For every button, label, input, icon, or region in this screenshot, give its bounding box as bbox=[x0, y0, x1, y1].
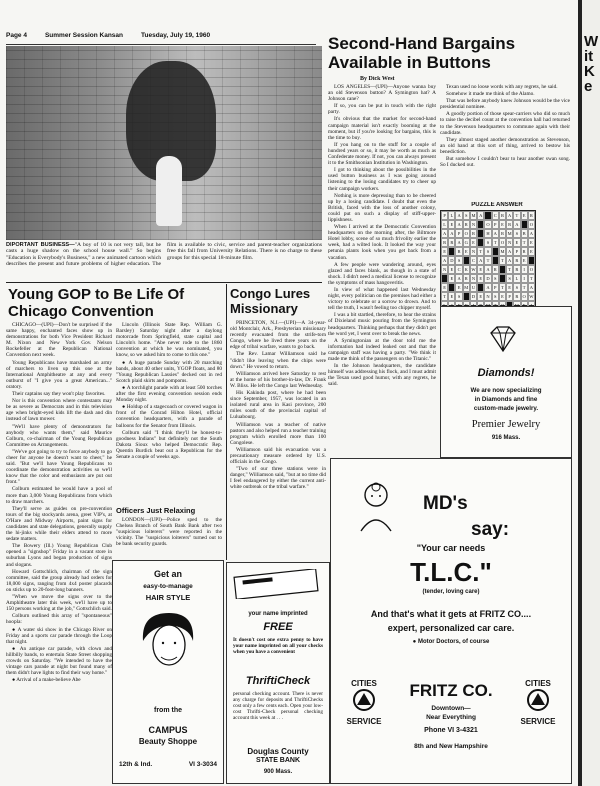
paragraph: It's obvious that the market for second-hand campaign material isn't exactly booming at the moment, but if you're looking for bargains, this is the time to buy. bbox=[328, 116, 436, 141]
paragraph: Colburn said "I think they'll be honest-to-goodness Indians" but definitely not the South Dakota Sioux who helped Democratic Rep. Quentin Burdick beat out a Republican for the Senate a couple of weeks ago. bbox=[116, 429, 222, 460]
puzzle-cell: T bbox=[484, 256, 491, 265]
puzzle-cell: A bbox=[486, 267, 490, 272]
puzzle-cell bbox=[499, 265, 506, 274]
puzzle-cell: A bbox=[493, 231, 497, 236]
puzzle-cell: A bbox=[508, 258, 512, 263]
paragraph: LOS ANGELES—(UPI)—Anyone wanna buy an old Stevenson button? A Symington hat? A Johnson cane? bbox=[328, 84, 436, 103]
puzzle-cell: R bbox=[455, 247, 462, 256]
officers-headline: Officers Just Relaxing bbox=[116, 506, 196, 515]
puzzle-cell: E bbox=[477, 292, 484, 301]
puzzle-cell: A bbox=[479, 213, 483, 218]
paragraph: The Rev. Lamar Williamson said he "didn't like leaving when the chips were down." He vowed to return. bbox=[230, 351, 326, 370]
puzzle-cell: A bbox=[457, 240, 461, 245]
gop-column-2 bbox=[116, 322, 222, 502]
puzzle-cell: A bbox=[450, 231, 454, 236]
paragraph: Nor is this convention where contestants may be as severe as Democrats and in this television age when bright-eyed kids lift the dash and din instead of lawn mower. bbox=[6, 398, 112, 423]
thrifticheck-ad: your name imprinted FREE It doesn't cost one extra penny to have your name imprinted on all your checks when you have a convenient ThriftiCheck personal checking account. There is never any charge for deposits and ThriftiChecks cost only a few cents each. Open your low-cost Thrifti-Check personal checking account this week at . . . Douglas County STATE BANK 900 Mass. bbox=[226, 562, 330, 784]
paragraph: "Two of our three stations were in danger," Williamson said, "but at no time did I feel endangered by either the current anti-white outbreak or the tribal warfare." bbox=[230, 466, 326, 491]
puzzle-cell bbox=[477, 238, 484, 247]
paragraph: ● A torchlight parade with at least 500 torches after the first evening convention session ends Monday night. bbox=[116, 384, 222, 404]
gop-headline: Young GOP to Be Life Of Chicago Convention bbox=[8, 286, 185, 320]
puzzle-cell: E bbox=[441, 247, 448, 256]
paper-name: Summer Session Kansan bbox=[44, 32, 123, 39]
paragraph: ● An antique car parade, with clown and hillbilly bands, to entertain State Street shopping crowds on Saturday. "We intended to have the vintage cars parade at night but found many of them didn't have lights to find their way home." bbox=[6, 645, 112, 677]
puzzle-cell bbox=[448, 247, 455, 256]
md-say: say: bbox=[471, 519, 510, 540]
diamonds-line-3: custom-made jewelry. bbox=[473, 405, 539, 412]
cities-service-right: CITIES SERVICE bbox=[515, 679, 561, 726]
puzzle-cell: A bbox=[442, 231, 447, 236]
puzzle-cell: S bbox=[492, 274, 499, 283]
puzzle-cell: E bbox=[521, 256, 528, 265]
puzzle-cell: O bbox=[529, 222, 533, 227]
puzzle-cell: A bbox=[457, 213, 461, 218]
paragraph: ● A water ski show in the Chicago River on Friday and a sports car parade through the Loop that night. bbox=[6, 626, 112, 645]
officers-text: LONDON—(UPI)—Police sped to the Chelsea Branch of South Bank Bank after two "suspicious loiterers" were reported in the vicinity. The "suspicious loiterers" turned out to be bank security guards. bbox=[116, 517, 222, 548]
puzzle-cell: U bbox=[471, 285, 476, 290]
puzzle-cell: E bbox=[448, 274, 455, 283]
puzzle-cell: E bbox=[455, 283, 462, 292]
puzzle-cell bbox=[477, 220, 484, 229]
puzzle-cell: E bbox=[528, 238, 535, 247]
puzzle-cell: R bbox=[463, 274, 470, 283]
puzzle-cell: S bbox=[506, 274, 513, 283]
gop-column-1 bbox=[6, 322, 112, 782]
puzzle-cell bbox=[492, 247, 499, 256]
puzzle-cell: M bbox=[464, 285, 469, 290]
congo-text bbox=[230, 320, 326, 560]
puzzle-cell: E bbox=[528, 247, 535, 256]
puzzle-cell: G bbox=[464, 240, 468, 245]
paragraph: If so, you can be put in touch with the right party. bbox=[328, 103, 436, 116]
paragraph: "We've got going to try to force anybody to go cheer for anyone he doesn't want to cheer," he said. "But we'll have Young Republicans to coordinate the demonstration activities so we'll know that the color and enthusiasm are put out front." bbox=[6, 448, 112, 486]
paragraph: The Bowery (Ill.) Young Republican Club opened a "signshop" Friday in a vacant store in suburban Lyons and began production of signs and slogans. bbox=[6, 543, 112, 568]
puzzle-cell: S bbox=[484, 247, 491, 256]
paragraph: Colburn estimated he would have a pool of more than 3,000 Young Republicans from which to draw marchers. bbox=[6, 486, 112, 505]
diamonds-ad bbox=[440, 306, 572, 458]
paragraph: Nothing is more depressing than to be cheered up by a losing candidate. I doubt that even the British, faced with the loss of another colony, could put on such a display of stiff-upper-lippishness. bbox=[328, 192, 436, 223]
puzzle-cell: R bbox=[513, 265, 520, 274]
puzzle-cell: R bbox=[441, 238, 448, 247]
diamonds-line-2: in Diamonds and fine bbox=[474, 396, 538, 403]
puzzle-cell: S bbox=[455, 256, 462, 265]
congo-headline: Congo Lures Missionary bbox=[230, 286, 311, 316]
md-tlc-sub: (tender, loving care) bbox=[422, 589, 480, 595]
paragraph: Lincoln (Illinois State Rep. William G. Barsley) Saturday night after a daylong motorcade from Springfield, state capital and Lincoln's home. "Abe never rode to the 1860 convention at which he was nominated, you know, so we asked him to come to this one." bbox=[116, 322, 222, 359]
page-number: Page 4 bbox=[6, 32, 27, 39]
puzzle-cell: T bbox=[441, 292, 448, 301]
shadow-photo bbox=[6, 46, 322, 240]
puzzle-cell: N bbox=[471, 276, 476, 281]
puzzle-cell bbox=[528, 256, 535, 265]
paragraph: I was a bit startled, therefore, to hear the strains of Dixieland music pouring from the Symington headquarters. Thinking perhaps that they didn't get the word yet, I went over to break the news. bbox=[328, 312, 436, 337]
puzzle-cell: O bbox=[529, 267, 533, 272]
puzzle-cell bbox=[477, 229, 484, 238]
puzzle-cell: M bbox=[471, 213, 476, 218]
puzzle-cell: E bbox=[521, 211, 528, 220]
puzzle-cell: T bbox=[521, 283, 528, 292]
paragraph: CHICAGO—(UPI)—Don't be surprised if the same happy, enchanted faces show up in demonstrations for both Vice President Richard M. Nixon and New York Gov. Nelson Rockefeller at the Republican National Convention next week. bbox=[6, 322, 112, 359]
puzzle-cell bbox=[499, 274, 506, 283]
paragraph: Williamson arrived here Saturday to rest at the home of his brother-in-law, Dr. Frank W. Bliss. He left the Congo last Wednesday. bbox=[230, 370, 326, 389]
paragraph: "We'll have plenty of demonstrators for anybody who wants them," said Maurice Colburn, co-chairman of the Young Republican Committee on Arrangements. bbox=[6, 423, 112, 448]
puzzle-cell: S bbox=[513, 283, 520, 292]
puzzle-cell: D bbox=[450, 258, 454, 263]
puzzle-cell: N bbox=[486, 294, 490, 299]
puzzle-cell: N bbox=[508, 240, 512, 245]
buttons-column-2 bbox=[440, 84, 570, 198]
md-line-3: ● Motor Doctors, of course bbox=[412, 639, 490, 645]
paragraph: In the Johnson headquarters, the candidate himself was addressing his flock, and I must admit the Texan used good humor, with any regrets, he said. bbox=[328, 363, 436, 388]
paragraph: But somehow I couldn't bear to hear another swan song. So I ducked out. bbox=[440, 156, 570, 169]
puzzle-cell: S bbox=[492, 292, 499, 301]
puzzle-cell: R bbox=[513, 292, 520, 301]
puzzle-cell: O bbox=[464, 231, 468, 236]
puzzle-cell: A bbox=[508, 213, 512, 218]
puzzle-cell: P bbox=[513, 247, 520, 256]
puzzle-cell bbox=[448, 283, 455, 292]
buttons-headline: Second-Hand Bargains Available in Buttons bbox=[328, 34, 516, 72]
puzzle-cell: A bbox=[442, 258, 447, 263]
puzzle-cell bbox=[484, 211, 491, 220]
puzzle-cell: R bbox=[470, 229, 477, 238]
puzzle-cell: M bbox=[507, 231, 512, 236]
puzzle-cell: A bbox=[486, 285, 490, 290]
paragraph: His Kakinda post, where he had been since September, 1957, was located in an isolated rural area in Kasi province, 200 miles south of the provincial capital of Luluabourg. bbox=[230, 390, 326, 421]
check-icon bbox=[233, 569, 321, 599]
puzzle-cell: W bbox=[471, 267, 476, 272]
puzzle-cell: C bbox=[470, 256, 477, 265]
diamonds-line-1: We are now specializing bbox=[470, 387, 542, 394]
boy-figure bbox=[156, 156, 182, 226]
paragraph: Howard Gottschlich, chairman of the sign committee, said the group already had orders for 18,000 signs, ranging from 4x4 poster placards on sticks up to 20-foot-long banners. bbox=[6, 568, 112, 593]
paragraph: In view of what happened last Wednesday night, every politician on the premises had either a victory to celebrate or a sorrow to drown. And to tell the truth, I wasn't feeling too chipper myself. bbox=[328, 287, 436, 312]
puzzle-cell: R bbox=[513, 256, 520, 265]
puzzle-cell: E bbox=[441, 283, 448, 292]
puzzle-cell: E bbox=[513, 238, 520, 247]
cities-service-logo-icon bbox=[341, 688, 387, 712]
fritz-phone: Phone VI 3-4321 bbox=[424, 727, 478, 734]
puzzle-cell: A bbox=[515, 222, 519, 227]
issue-date: Tuesday, July 19, 1960 bbox=[141, 32, 211, 39]
puzzle-grid bbox=[440, 210, 536, 306]
puzzle-cell: E bbox=[448, 292, 455, 301]
md-car-ad bbox=[330, 458, 572, 784]
puzzle-cell: T bbox=[499, 283, 506, 292]
puzzle-cell bbox=[441, 274, 448, 283]
puzzle-cell: T bbox=[477, 247, 484, 256]
paragraph: They almost staged another demonstration as Stevenson, an old hand at this sort of thing, arrived to bestow his benediction. bbox=[440, 136, 570, 155]
puzzle-cell: R bbox=[448, 238, 455, 247]
buttons-byline: By Dick West bbox=[360, 76, 395, 82]
paragraph: PRINCETON, N.J.—(UPI)—A 34-year-old Montclair, Ark., Presbyterian missionary recently evacuated from the strife-torn Congo, where he lived three years on the edge of tribal warfare, wants to go back. bbox=[230, 320, 326, 351]
paragraph: Their captains say they won't play favorites. bbox=[12, 391, 106, 398]
puzzle-cell bbox=[477, 283, 484, 292]
next-page-edge: Wit Ke bbox=[582, 0, 600, 786]
paragraph: ● A huge parade Sunday with 20 marching bands, about 40 other units, YGOP floats, and 80 "Young Republican Lassies" decked out in red Scotch plaid skirts and pompoms. bbox=[116, 359, 222, 384]
puzzle-cell: L bbox=[448, 211, 455, 220]
diamonds-store: Premier Jewelry bbox=[471, 419, 541, 430]
paragraph: ● Arrival of a make-believe Abe bbox=[12, 677, 81, 684]
paragraph: They'll serve as guides on pre-convention tours of the big stockyards arena, greet VIP's, at O'Hare and Midway Airports, paint signs for candidates and state delegations, generally supply the hi-jinks while their elders attend to more sedate matters. bbox=[6, 505, 112, 543]
puzzle-cell: W bbox=[529, 294, 534, 299]
puzzle-cell: E bbox=[463, 247, 470, 256]
puzzle-cell: E bbox=[448, 265, 455, 274]
puzzle-cell: M bbox=[500, 249, 505, 254]
puzzle-cell: R bbox=[492, 265, 499, 274]
puzzle-cell: B bbox=[521, 229, 528, 238]
page-header bbox=[6, 32, 316, 45]
puzzle-cell: E bbox=[506, 283, 513, 292]
puzzle-cell: R bbox=[499, 211, 506, 220]
photo-caption: DIPORTANT BUSINESS—"A boy of 10 is not very tall, but he casts a huge shadow on the school house wall." So begins "Education is Everybody's Business," a new animated cartoon which describes the present and future problems of higher education. The film is available to civic, service and parent-teacher organizations free this fall from University Relations. There is no charge to these groups for this special 18-minute film. bbox=[6, 242, 322, 268]
md-line-1: And that's what it gets at FRITZ CO.... bbox=[370, 609, 532, 619]
puzzle-cell: T bbox=[506, 265, 513, 274]
puzzle-cell: E bbox=[448, 220, 455, 229]
cities-service-left: CITIES SERVICE bbox=[341, 679, 387, 726]
puzzle-cell: A bbox=[508, 249, 512, 254]
puzzle-cell: S bbox=[484, 238, 491, 247]
paragraph: That was before anybody knew Johnson would be the vice presidential nominee. bbox=[440, 98, 570, 111]
paragraph: When I arrived at the Democratic Convention headquarters on the morning after, the Biltmore Hotel lobby, scene of so much frivolity earlier the week, had a wilted look. It looked the way your petunia plants look when you get back from a vacation. bbox=[328, 224, 436, 261]
paragraph: ● Holdup of a stagecoach or covered wagon in front of the Conrad Hilton Hotel, official convention headquarters, with a parade of balloons for the Senator from Illinois. bbox=[116, 404, 222, 429]
fritz-name: FRITZ CO. bbox=[409, 681, 493, 700]
md-line-2: expert, personalized car care. bbox=[387, 623, 515, 633]
puzzle-cell: S bbox=[455, 292, 462, 301]
puzzle-cell: C bbox=[492, 211, 499, 220]
paragraph: Young Republicans have marshaled an army of marchers to liven up this one at the International Amphitheatre at any and every outburst of "I give you a great American..." oratory. bbox=[6, 359, 112, 390]
puzzle-cell: N bbox=[471, 222, 476, 227]
puzzle-cell: A bbox=[457, 222, 461, 227]
paragraph: Texan used no loose words with any regrets, he said. bbox=[446, 84, 558, 90]
puzzle-cell: A bbox=[529, 231, 533, 236]
paragraph: Williamson said his evacuation was a precautionary measure ordered by U.S. officials in the Congo. bbox=[230, 446, 326, 466]
puzzle-title: PUZZLE ANSWER bbox=[471, 202, 523, 208]
puzzle-cell bbox=[521, 220, 528, 229]
fritz-address: 8th and New Hampshire bbox=[414, 743, 488, 750]
diamonds-title: Diamonds! bbox=[477, 367, 535, 379]
puzzle-cell: E bbox=[499, 220, 506, 229]
paragraph: A Symingtonian at the door told me the information had indeed leaked out and that the campaign staff was having a party. "We think it made me think of the passengers on the Titanic." bbox=[328, 337, 436, 363]
puzzle-cell: E bbox=[477, 274, 484, 283]
puzzle-cell: A bbox=[529, 285, 533, 290]
doctor-icon bbox=[355, 479, 397, 533]
paragraph: Colburn outlined this array of "spontaneous" hoopla: bbox=[6, 613, 112, 626]
woman-portrait-icon bbox=[135, 607, 201, 673]
puzzle-cell: R bbox=[521, 247, 528, 256]
puzzle-cell: P bbox=[441, 211, 448, 220]
puzzle-cell: S bbox=[513, 229, 520, 238]
puzzle-cell: I bbox=[521, 274, 528, 283]
beauty-shoppe-ad: Get an easy-to-manage HAIR STYLE from the CAMPUS Beauty Shoppe 12th & Ind. VI 3-3034 bbox=[112, 560, 224, 784]
puzzle-cell: P bbox=[492, 220, 499, 229]
puzzle-cell: E bbox=[470, 238, 477, 247]
puzzle-cell: O bbox=[500, 240, 505, 245]
md-tlc: T.L.C." bbox=[410, 557, 492, 587]
md-title: MD's bbox=[423, 493, 468, 514]
paragraph: If you hang on to the stuff for a couple of hundred years or so, it may be worth as much as Confederate money. If not, you can always present it to the Smithsonian Institution in Washington. bbox=[328, 141, 436, 167]
puzzle-cell: N bbox=[442, 267, 447, 272]
puzzle-cell: T bbox=[528, 274, 535, 283]
puzzle-cell: A bbox=[479, 258, 483, 263]
fritz-downtown: Downtown— bbox=[431, 705, 471, 712]
puzzle-cell: T bbox=[492, 238, 499, 247]
puzzle-cell: D bbox=[486, 276, 490, 281]
puzzle-cell: N bbox=[471, 249, 476, 254]
paragraph: I got to thinking about the possibilities in the used button business as I was going around listening to the losing candidates try to cheer up their campaign workers. bbox=[328, 167, 436, 192]
puzzle-cell: A bbox=[457, 276, 461, 281]
puzzle-cell: L bbox=[513, 274, 520, 283]
puzzle-cell: D bbox=[471, 294, 476, 299]
diamonds-address: 916 Mass. bbox=[491, 435, 521, 441]
puzzle-cell: T bbox=[499, 256, 506, 265]
paragraph: A few people were wandering around, eyes glazed and faces blank, as though in a state of shock. I didn't need a medical license to recognize the symptoms of mass hangoveritis. bbox=[328, 261, 436, 286]
md-quote: "Your car needs bbox=[416, 543, 486, 553]
puzzle-cell: K bbox=[464, 267, 468, 272]
puzzle-cell: P bbox=[506, 292, 513, 301]
puzzle-cell: E bbox=[499, 292, 506, 301]
puzzle-cell: E bbox=[477, 265, 484, 274]
puzzle-cell: R bbox=[463, 220, 470, 229]
puzzle-cell bbox=[492, 256, 499, 265]
puzzle-cell: L bbox=[441, 220, 448, 229]
paragraph: "When we move the signs over to the Amphitheatre later this week, we'll have up to 150 persons working at the job," Gottschlich said. bbox=[6, 594, 112, 613]
puzzle-cell: C bbox=[455, 265, 462, 274]
puzzle-cell: I bbox=[521, 265, 528, 274]
puzzle-cell: O bbox=[486, 222, 490, 227]
puzzle-cell: T bbox=[513, 211, 520, 220]
puzzle-cell: P bbox=[455, 229, 462, 238]
puzzle-cell bbox=[463, 292, 470, 301]
diamond-icon bbox=[487, 325, 519, 353]
puzzle-cell bbox=[463, 256, 470, 265]
puzzle-cell: H bbox=[486, 231, 490, 236]
puzzle-cell: P bbox=[492, 283, 499, 292]
puzzle-cell: R bbox=[499, 229, 506, 238]
paragraph: Somehow it made me think of the Alamo. bbox=[446, 91, 535, 98]
puzzle-cell: O bbox=[522, 294, 526, 299]
paragraph: Williamson was a teacher of native pastors and also helped run a teacher training program which enrolled more than 100 Congolese. bbox=[230, 421, 326, 446]
puzzle-cell: R bbox=[506, 220, 513, 229]
puzzle-cell: T bbox=[521, 238, 528, 247]
puzzle-cell: S bbox=[463, 211, 470, 220]
paragraph: A goodly portion of those spear-carriers who did so much to raise the decibel count at the convention hall had returned to the Stevenson headquarters to commune again with their candidate. bbox=[440, 111, 570, 136]
cities-service-logo-icon bbox=[515, 688, 561, 712]
fritz-near: Near Everything bbox=[426, 714, 476, 721]
puzzle-cell: R bbox=[528, 211, 535, 220]
